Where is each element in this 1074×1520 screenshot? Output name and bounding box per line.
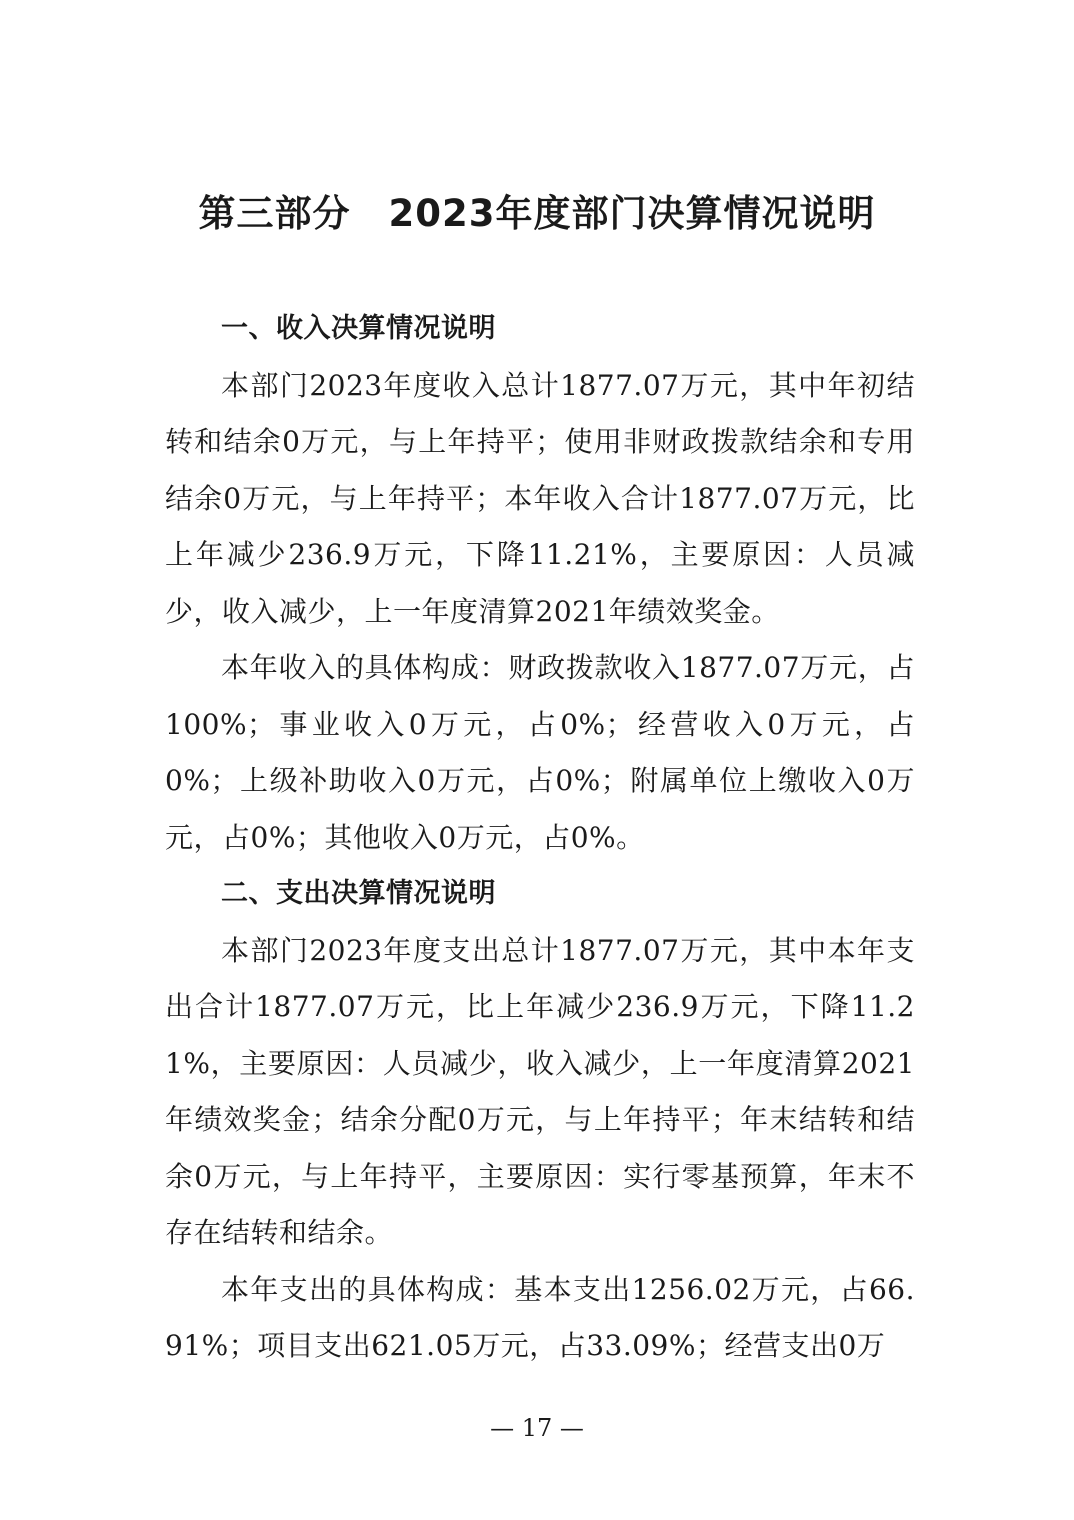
page-number: — 17 — (490, 1414, 584, 1442)
section-heading-expenditure: 二、支出决算情况说明 (221, 878, 496, 909)
income-composition-paragraph: 本年收入的具体构成：财政拨款收入1877.07万元，占100%；事业收入0万元，占0%；经营收入0万元，占0%；上级补助收入0万元，占0%；附属单位上缴收入0万元，占0%；其他收入0万元，占0%。 (165, 651, 915, 854)
expenditure-summary-paragraph: 本部门2023年度支出总计1877.07万元，其中本年支出合计1877.07万元，比上年减少236.9万元，下降11.21%，主要原因：人员减少，收入减少，上一年度清算2021年绩效奖金；结余分配0万元，与上年持平；年末结转和结余0万元，与上年持平，主要原因：实行零基预算，年末不存在结转和结余。 (165, 933, 915, 1249)
income-summary-paragraph: 本部门2023年度收入总计1877.07万元，其中年初结转和结余0万元，与上年持平；使用非财政拨款结余和专用结余0万元，与上年持平；本年收入合计1877.07万元，比上年减少236.9万元，下降11.21%，主要原因：人员减少，收入减少，上一年度清算2021年绩效奖金。 (165, 368, 915, 628)
document-body (165, 301, 915, 1375)
section-heading-income: 一、收入决算情况说明 (221, 313, 496, 344)
page-title: 第三部分 2023年度部门决算情况说明 (198, 192, 876, 235)
expenditure-composition-paragraph: 本年支出的具体构成：基本支出1256.02万元，占66.91%；项目支出621.05万元，占33.09%；经营支出0万 (165, 1272, 915, 1362)
